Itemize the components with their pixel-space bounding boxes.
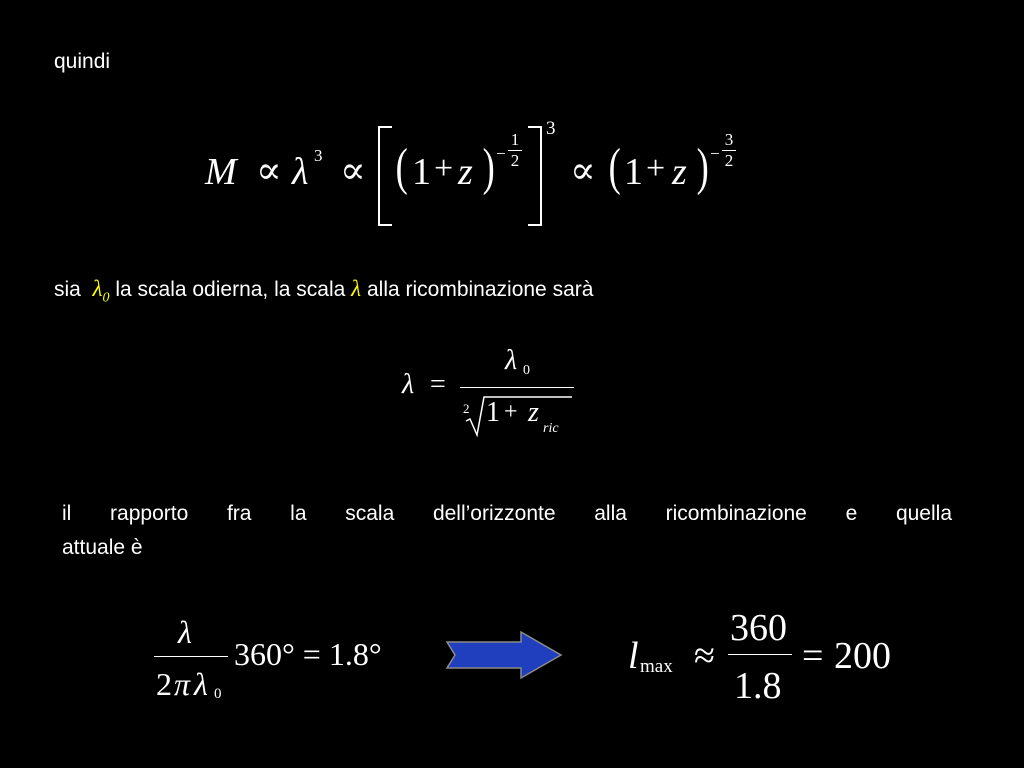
eq4-fraction-bar	[728, 654, 792, 655]
eq3-fraction-bar	[154, 656, 228, 657]
eq1-one-2: 1	[624, 151, 643, 193]
equation-lmax	[620, 606, 910, 716]
eq2-plus: +	[504, 399, 518, 425]
eq4-result: 200	[834, 635, 891, 677]
eq4-num: 360	[730, 607, 787, 649]
eq2-num-sub: 0	[523, 363, 530, 378]
eq3-num-lambda: λ	[178, 614, 192, 650]
sia-line	[54, 276, 593, 307]
sia-word: sia	[54, 278, 81, 301]
eq1-one: 1	[412, 151, 431, 193]
eq1-left-bracket	[378, 126, 392, 226]
eq2-z: z	[528, 397, 539, 428]
eq3-rhs: 360° = 1.8°	[234, 636, 382, 672]
eq1-plus-2: +	[646, 150, 666, 187]
eq2-one: 1	[486, 397, 500, 428]
eq3-den-lambda: λ	[194, 666, 208, 702]
eq1-prop-1: ∝	[256, 150, 282, 192]
right-arrow-icon	[445, 630, 565, 680]
lambda0-symbol: $\lambda_0$	[92, 276, 110, 306]
eq1-z-2: z	[672, 151, 687, 193]
eq4-l: l	[628, 635, 639, 677]
eq1-neg-2: −	[710, 144, 720, 163]
eq2-num-lambda: λ	[505, 345, 518, 376]
eq2-lambda: λ	[402, 369, 415, 400]
eq1-M: M	[205, 151, 237, 193]
equation-angle	[150, 614, 410, 714]
rapporto-line-1: il rapporto fra la scala dell’orizzonte alla ricombinazione e quella	[62, 502, 952, 525]
eq1-left-paren: (	[395, 139, 408, 196]
eq1-half: 1 2	[508, 130, 522, 171]
eq1-lambda-exp: 3	[314, 146, 323, 165]
eq3-den-two: 2	[156, 666, 172, 702]
eq1-prop-2: ∝	[340, 150, 366, 192]
eq1-right-paren: )	[482, 139, 495, 196]
eq1-prop-3: ∝	[570, 150, 596, 192]
eq1-neg: −	[496, 144, 506, 163]
quindi-text: quindi	[54, 50, 111, 73]
eq4-eq: =	[802, 635, 824, 677]
eq1-left-paren-2: (	[608, 139, 621, 196]
lambda-symbol: λ	[351, 276, 362, 301]
eq1-three-halves: 3 2	[722, 130, 736, 171]
eq1-lambda: λ	[292, 151, 309, 193]
eq3-den-sub: 0	[214, 686, 222, 702]
eq3-den-pi: π	[174, 666, 191, 702]
eq4-approx: ≈	[694, 635, 715, 677]
eq2-root-index: 2	[463, 401, 470, 416]
eq2-fraction-bar	[460, 387, 574, 388]
eq1-z: z	[458, 151, 473, 193]
eq1-bracket-exp: 3	[546, 118, 556, 139]
rapporto-line-2: attuale è	[62, 536, 143, 559]
equation-mass-scaling	[200, 118, 760, 230]
eq4-sub: max	[640, 656, 673, 677]
eq2-ric: ric	[543, 421, 559, 436]
eq4-den: 1.8	[734, 665, 782, 707]
eq1-right-bracket	[528, 126, 542, 226]
eq1-right-paren-2: )	[696, 139, 709, 196]
eq2-eq: =	[430, 369, 446, 400]
eq1-plus: +	[434, 150, 454, 187]
equation-lambda-ric	[400, 345, 590, 445]
sia-middle-text: la scala odierna, la scala	[115, 278, 346, 301]
sia-after-text: alla ricombinazione sarà	[366, 278, 594, 301]
